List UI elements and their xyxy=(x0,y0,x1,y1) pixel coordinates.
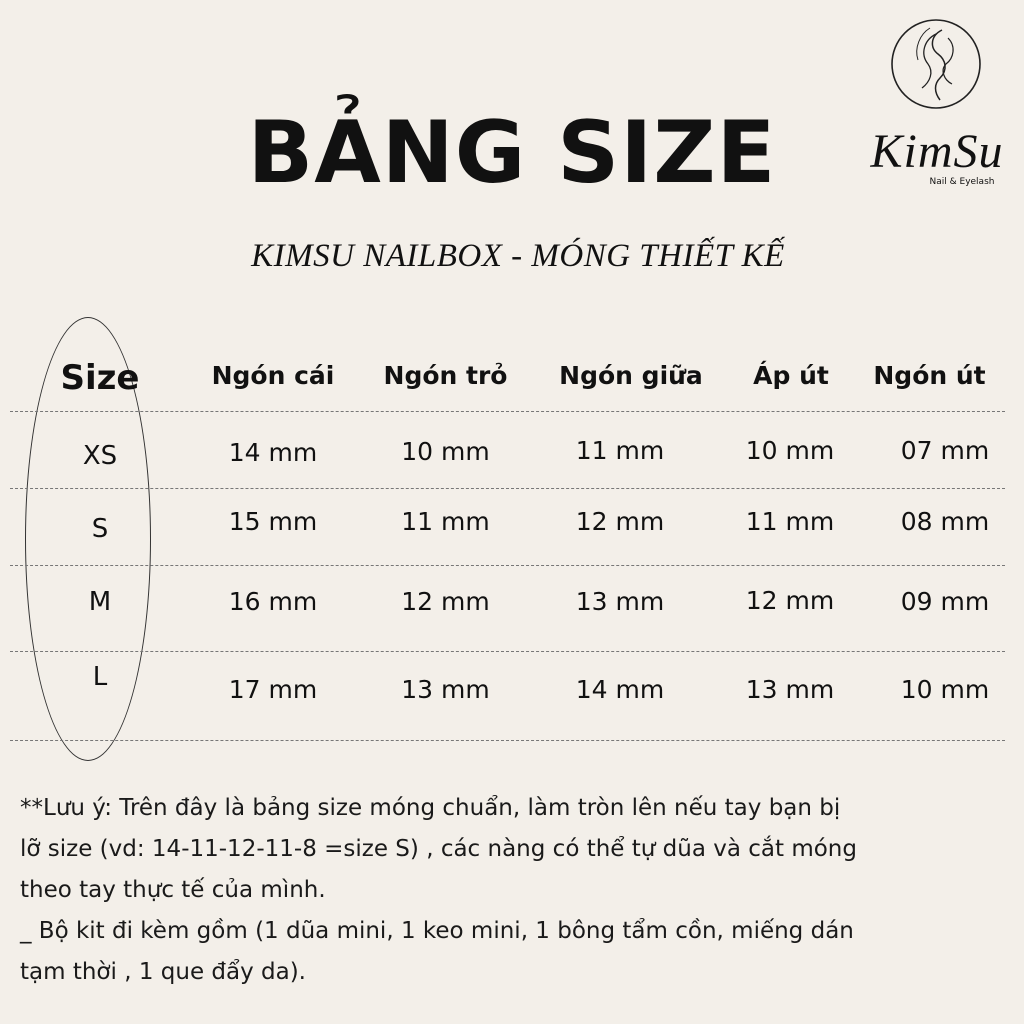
header-middle: Ngón giữa xyxy=(559,361,703,390)
index-value: 12 mm xyxy=(401,587,490,616)
index-value: 13 mm xyxy=(401,675,490,704)
index-value: 10 mm xyxy=(401,437,490,466)
logo-name: KimSu xyxy=(870,125,1004,178)
note-line: tạm thời , 1 que đẩy da). xyxy=(20,959,306,985)
size-label: XS xyxy=(82,441,118,471)
thumb-value: 14 mm xyxy=(228,438,318,467)
row-divider xyxy=(10,565,1005,566)
header-ring: Áp út xyxy=(753,361,829,390)
row-divider xyxy=(10,411,1005,412)
row-divider xyxy=(10,651,1005,652)
note-line: **Lưu ý: Trên đây là bảng size móng chuẩn, làm tròn lên nếu tay bạn bị xyxy=(20,795,841,821)
note-line: lỡ size (vd: 14-11-12-11-8 =size S) , các nàng có thể tự dũa và cắt móng xyxy=(20,836,857,862)
size-note xyxy=(20,788,1010,993)
header-pinky: Ngón út xyxy=(873,361,986,390)
middle-value: 11 mm xyxy=(575,436,665,465)
logo-tagline: Nail & Eyelash xyxy=(929,177,995,187)
thumb-value: 17 mm xyxy=(228,675,318,704)
pinky-value: 10 mm xyxy=(900,675,990,704)
middle-value: 14 mm xyxy=(575,675,665,704)
row-divider xyxy=(10,740,1005,741)
thumb-value: 15 mm xyxy=(228,507,318,536)
ring-value: 13 mm xyxy=(745,675,835,704)
row-divider xyxy=(10,488,1005,489)
header-thumb: Ngón cái xyxy=(211,361,335,390)
pinky-value: 09 mm xyxy=(900,587,990,616)
thumb-value: 16 mm xyxy=(228,587,318,616)
pinky-value: 08 mm xyxy=(900,507,990,536)
page-subtitle: KIMSU NAILBOX - MÓNG THIẾT KẾ xyxy=(251,238,785,274)
page-title: BẢNG SIZE xyxy=(247,103,777,203)
header-index: Ngón trỏ xyxy=(383,361,508,390)
size-label: S xyxy=(91,514,109,544)
middle-value: 12 mm xyxy=(575,507,665,536)
note-line: _ Bộ kit đi kèm gồm (1 dũa mini, 1 keo mini, 1 bông tẩm cồn, miếng dán xyxy=(20,918,854,944)
size-label: M xyxy=(88,587,112,617)
middle-value: 13 mm xyxy=(575,587,665,616)
ring-value: 11 mm xyxy=(745,507,835,536)
pinky-value: 07 mm xyxy=(900,436,990,465)
brand-logo xyxy=(850,18,1024,190)
ring-value: 12 mm xyxy=(745,586,835,615)
note-line: theo tay thực tế của mình. xyxy=(20,877,326,903)
logo-emblem-icon xyxy=(890,18,982,110)
header-size: Size xyxy=(60,358,140,398)
size-label: L xyxy=(92,662,108,692)
index-value: 11 mm xyxy=(401,507,490,536)
ring-value: 10 mm xyxy=(745,436,835,465)
